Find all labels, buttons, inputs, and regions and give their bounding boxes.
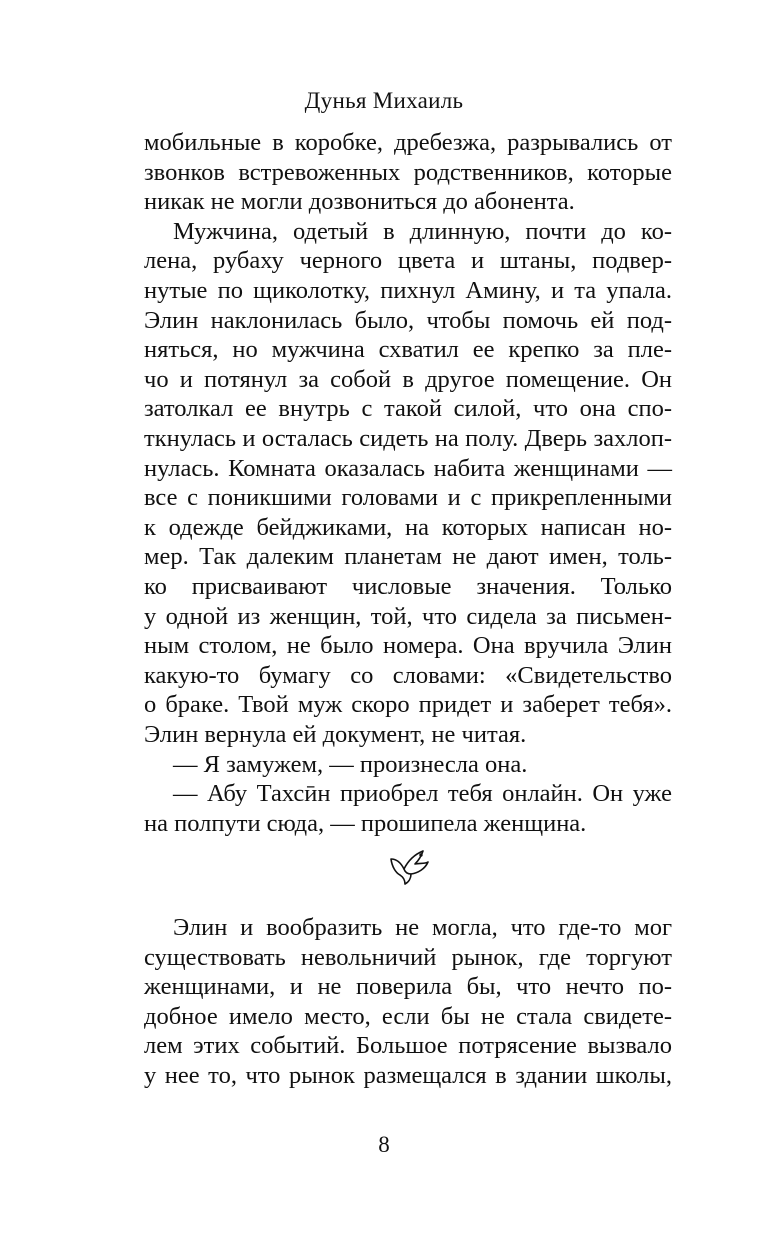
text-line: лем этих событий. Большое потрясение вызвало [144, 1032, 672, 1059]
text-line: к одежде бейджиками, на которых написан но- [144, 514, 672, 541]
text-line: чо и потянул за собой в другое помещение. Он [144, 366, 672, 393]
text-line: никак не могли дозвониться до абонента. [144, 188, 575, 215]
text-line: Элин наклонилась было, чтобы помочь ей под- [144, 307, 672, 334]
text-line: затолкал ее внутрь с такой силой, что она спо- [144, 395, 672, 422]
text-line: добное имело место, если бы не стала свидете- [144, 1003, 672, 1030]
text-line: женщинами, и не поверила бы, что нечто по- [144, 973, 672, 1000]
text-line: Элин и вообразить не могла, что где-то мог [173, 914, 672, 941]
running-head: Дунья Михаиль [304, 88, 464, 113]
text-line: Мужчина, одетый в длинную, почти до ко- [173, 218, 672, 245]
text-line: на полпути сюда, — прошипела женщина. [144, 810, 587, 837]
text-line: мобильные в коробке, дребезжа, разрывались от [144, 129, 672, 156]
text-line: нулась. Комната оказалась набита женщинами — [144, 455, 672, 482]
page-number: 8 [378, 1132, 390, 1157]
text-line: лена, рубаху черного цвета и штаны, подвер- [144, 247, 672, 274]
text-line: мер. Так далеким планетам не дают имен, толь- [144, 543, 672, 570]
text-line: у одной из женщин, той, что сидела за письмен- [144, 603, 672, 630]
text-line: звонков встревоженных родственников, которые [144, 159, 672, 186]
text-line: все с поникшими головами и с прикрепленными [144, 484, 672, 511]
text-line: нутые по щиколотку, пихнул Амину, и та упала. [144, 277, 672, 304]
text-line: существовать невольничий рынок, где торгуют [144, 944, 672, 971]
dialogue-line: — Я замужем, — произнесла она. [173, 751, 528, 778]
text-line: няться, но мужчина схватил ее крепко за пле- [144, 336, 672, 363]
text-line: у нее то, что рынок размещался в здании школы, [144, 1062, 672, 1089]
text-line: Элин вернула ей документ, не читая. [144, 721, 527, 748]
dove-icon [385, 843, 433, 891]
text-line: ткнулась и осталась сидеть на полу. Дверь захлоп- [144, 425, 672, 452]
text-line: ко присваивают числовые значения. Только [144, 573, 672, 600]
text-line: ным столом, не было номера. Она вручила Элин [144, 632, 672, 659]
dialogue-line: — Абу Тахсӣн приобрел тебя онлайн. Он уже [173, 780, 672, 807]
text-line: о браке. Твой муж скоро придет и заберет тебя». [144, 691, 672, 718]
text-line: какую-то бумагу со словами: «Свидетельство [144, 662, 672, 689]
